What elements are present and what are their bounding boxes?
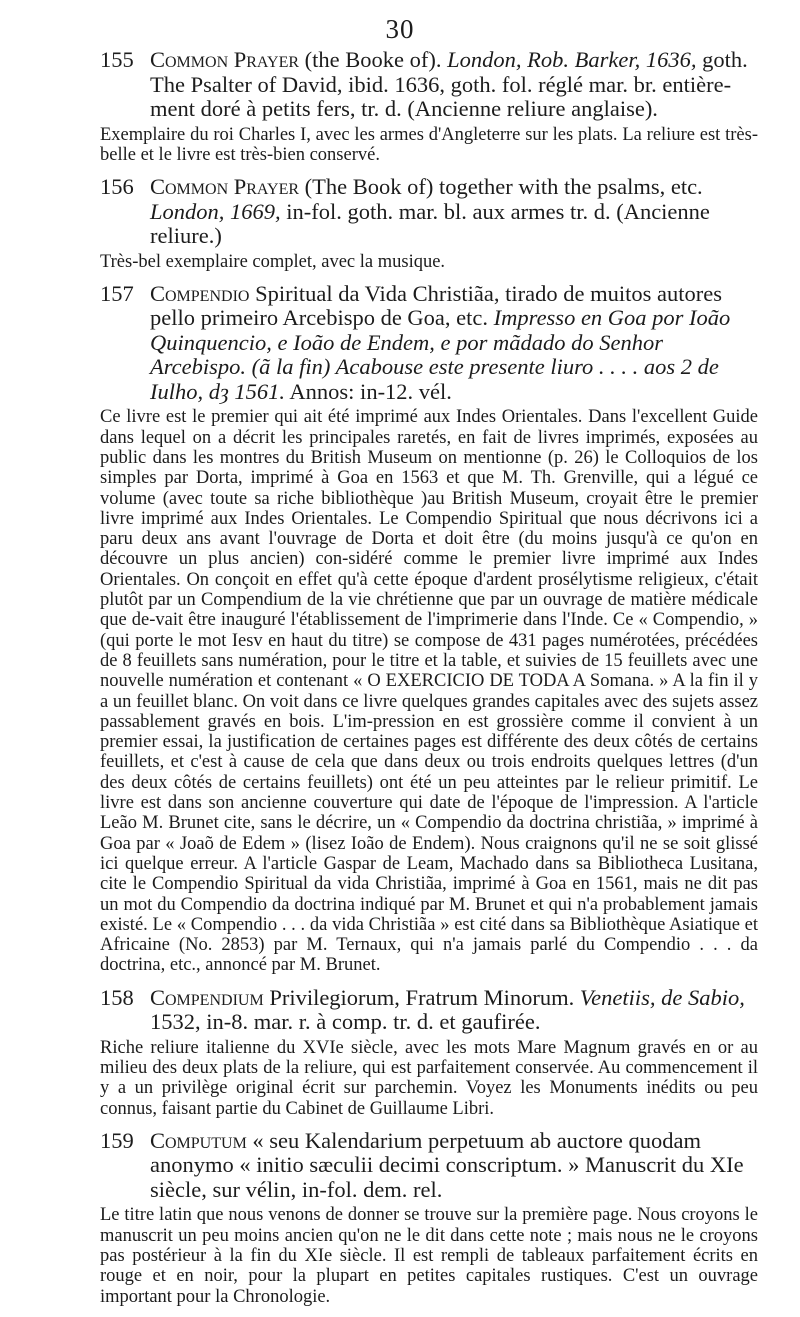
catalogue-entries [100,48,758,1317]
entry-title: Common Prayer [150,174,300,200]
catalogue-entry-156 [100,175,758,272]
entry-description: Riche reliure italienne du XVIe siècle, avec les mots Mare Magnum gravés en or au milieu des deux plats de la reliure, qui est parfaitement conservée. Au commencement il y a un privilège original écrit sur parchemin. Voyez les Monuments inédits ou peu connus, faisant partie du Cabinet de Guillaume Libri. [100,1037,758,1119]
entry-title: Compendio [150,280,250,306]
catalogue-entry-158 [100,986,758,1119]
entry-description: Ce livre est le premier qui ait été imprimé aux Indes Orientales. Dans l'excellent Guide dans lequel on a décrit les principales raretés, en fait de livres imprimés, exposées au public dans les montres du British Museum on mentionne (p. 26) le Colloquios de los simples par Dorta, imprimé à Goa en 1563 et que M. Th. Grenville, qui a légué ce volume (avec toute sa riche bibliothèque )au British Museum, croyait être le premier livre imprimé aux Indes Orientales. Le Compendio Spiritual que nous décrivons ici a paru deux ans avant l'ouvrage de Dorta et doit être (du moins jusqu'à ce qu'on en découvre un plus ancien) con-sidéré comme le premier livre imprimé aux Indes Orientales. On conçoit en effet qu'à cette époque d'ardent prosélytisme religieux, c'était plutôt par un Compendium de la vie chrétienne que par un ouvrage de matière médicale que de-vait être inauguré l'établissement de l'imprimerie dans l'Inde. Ce « Compendio, » (qui porte le mot Iesv en haut du titre) se compose de 431 pages numérotées, précédées de 8 feuillets sans numération, pour le titre et la table, et suivies de 15 feuillets avec une nouvelle numération et contenant « O EXERCICIO DE TODA A Somana. » A la fin il y a un feuillet blanc. On voit dans ce livre quelques grandes capitales avec des sujets assez passablement gravés en bois. L'im-pression en est grossière comme il convient à un premier essai, la justification de certaines pages est différente des deux côtés de certains feuillets, et c'est à cause de cela que dans deux ou trois endroits quelques lettres (d'un des deux côtés de certains feuillets) ont été un peu atteintes par le relieur primitif. Le livre est dans son ancienne couverture qui date de l'époque de l'impression. A l'article Leão M. Brunet cite, sans le décrire, un « Compendio da doctrina christiãa, » imprimé à Goa par « Joaõ de Edem » (lisez Ioão de Endem). Nous craignons qu'il ne se soit glissé ici quelque erreur. A l'article Gaspar de Leam, Machado dans sa Bibliotheca Lusitana, cite le Compendio Spiritual da vida Christiãa, imprimé à Goa en 1561, mais ne dit pas un mot du Compendio da doctrina indiqué par M. Brunet et qui n'a probablement jamais existé. Le « Compendio . . . da vida Christiãa » est cité dans sa Bibliothèque Asiatique et Africaine (No. 2853) par M. Ternaux, qui n'a jamais parlé du Compendio . . . da doctrina, etc., annoncé par M. Brunet. [100,407,758,976]
entry-description: Exemplaire du roi Charles I, avec les armes d'Angleterre sur les plats. La reliure est très-belle et le livre est très-bien conservé. [100,124,758,165]
entry-description: Très-bel exemplaire complet, avec la musique. [100,251,446,272]
entry-head-text: « seu Kalendarium perpetuum ab auctore quodam anonymo « initio sæculii decimi conscriptum. » [150,1127,702,1178]
entry-number: 156 [100,174,134,200]
entry-title: Computum [150,1127,247,1153]
catalogue-entry-157 [100,282,758,976]
entry-title: Common Prayer [150,47,300,72]
entry-number: 158 [100,984,134,1010]
entry-details: in-fol. goth. mar. bl. aux armes tr. d. (Ancienne reliure.) [150,198,710,249]
entry-details: goth. The Psalter of David, ibid. 1636, goth. fol. réglé mar. br. entière-ment doré à petits fers, tr. d. (Ancienne reliure anglaise). [150,47,748,121]
catalogue-entry-155 [100,48,758,165]
entry-head-text: (The Book of) together with the psalms, etc. [299,174,703,200]
entry-number: 157 [100,280,134,306]
entry-number: 155 [100,47,134,72]
entry-imprint: Venetiis, de Sabio, [574,984,745,1010]
entry-details: 1532, in-8. mar. r. à comp. tr. d. et gaufirée. [150,1009,541,1035]
entry-imprint: London, 1669, [150,198,281,224]
entry-details: Annos: in-12. vél. [285,378,452,404]
entry-number: 159 [100,1127,134,1153]
entry-description: Le titre latin que nous venons de donner se trouve sur la première page. Nous croyons le manuscrit un peu moins ancien qu'on ne le dit dans cette note ; mais nous ne le croyons pas postérieur à la fin du XIe siècle. Il est rempli de tableaux parfaitement écrits en rouge et en noir, pour la plupart en petites capitales rustiques. C'est un ouvrage important pour la Chronologie. [100,1205,758,1307]
entry-heading [100,282,758,405]
entry-details: Manuscrit du XIe siècle, sur vélin, in-fol. dem. rel. [150,1152,744,1202]
entry-imprint: London, Rob. Barker, 1636, [441,47,697,72]
entry-heading [100,175,758,249]
entry-head-text: Privilegiorum, Fratrum Minorum. [263,984,575,1010]
entry-head-text: (the Booke of). [299,47,442,72]
entry-imprint: Impresso en Goa por Ioão Quinquencio, e Ioão de Endem, e por mãdado do Senhor Arcebispo. (ã la fin) Acabouse este presente liuro . . . . aos 2 de Iulho, dȝ 1561. [150,305,731,404]
entry-heading [100,986,758,1035]
entry-head-text: Spiritual da Vida Christiãa, tirado de muitos autores pello primeiro Arcebispo de Goa, etc. [150,280,722,331]
page-number: 30 [385,14,415,44]
entry-heading [100,1129,758,1203]
entry-title: Compendium [150,984,264,1010]
catalogue-entry-159 [100,1129,758,1307]
entry-heading [100,48,758,122]
